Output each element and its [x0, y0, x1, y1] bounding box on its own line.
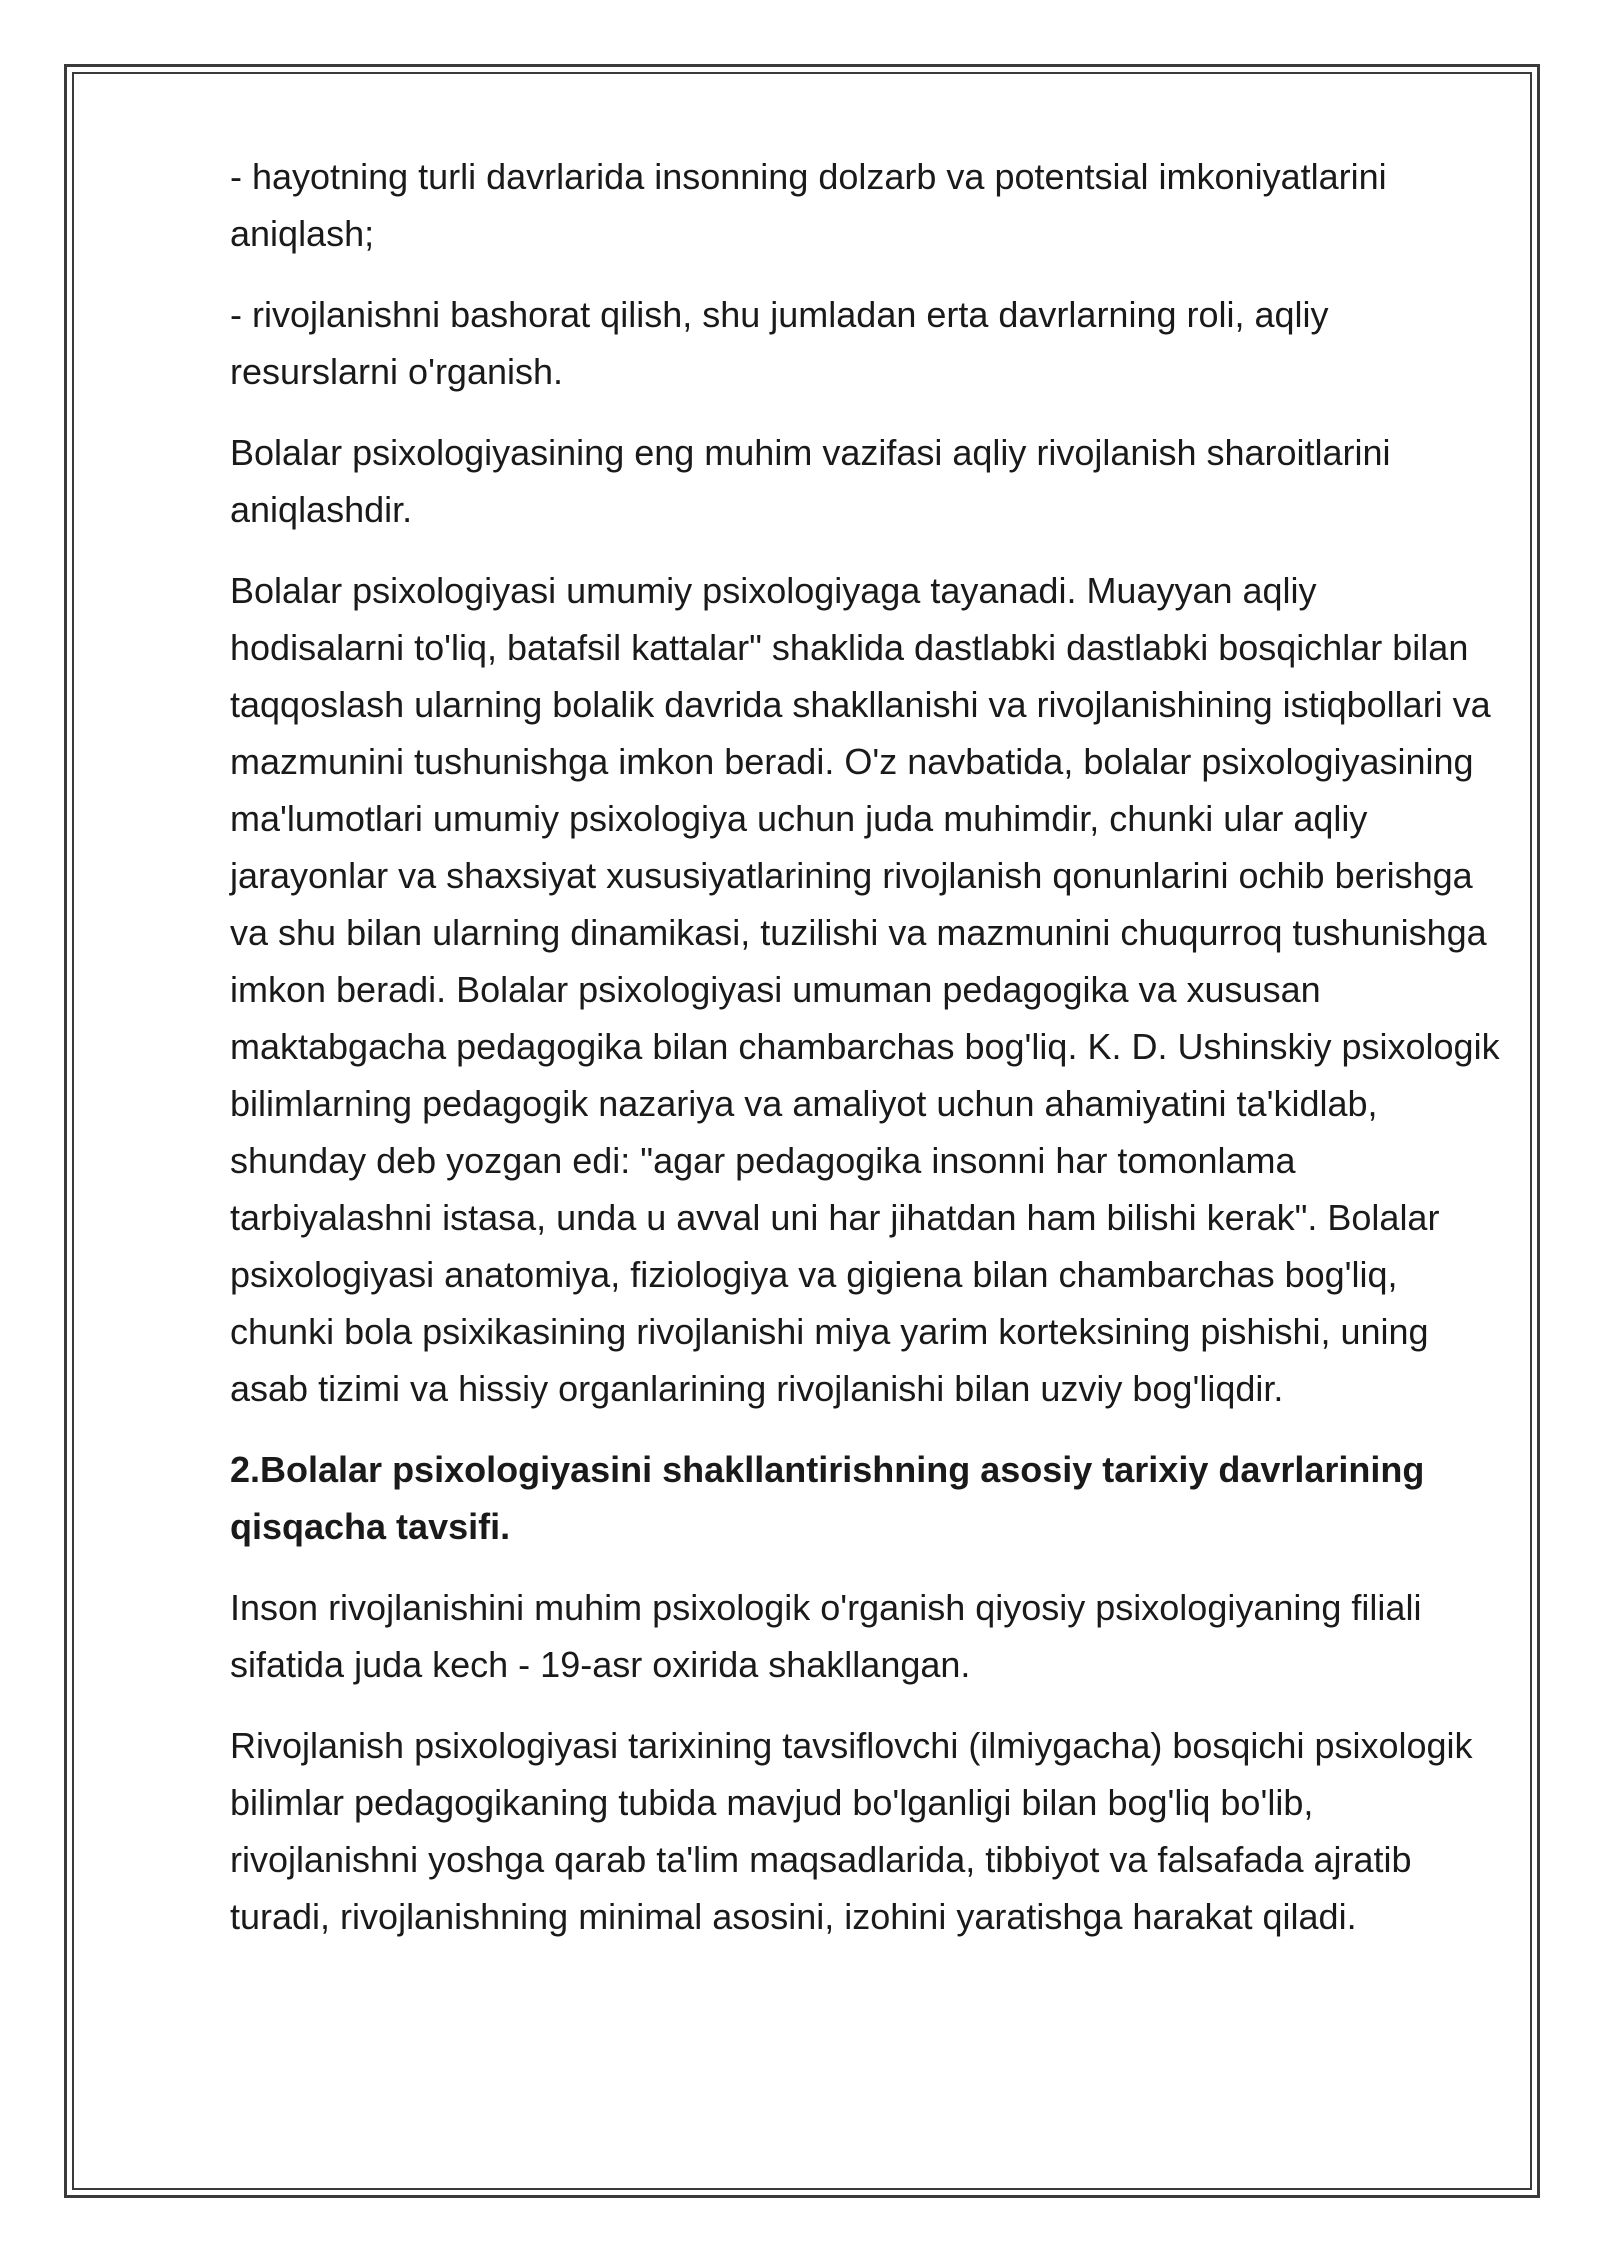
document-body	[230, 148, 1500, 1969]
paragraph-main-task: Bolalar psixologiyasining eng muhim vazifasi aqliy rivojlanish sharoitlarini aniqlashdir.	[230, 432, 1391, 530]
paragraph-descriptive-stage: Rivojlanish psixologiyasi tarixining tavsiflovchi (ilmiygacha) bosqichi psixologik bilimlar pedagogikaning tubida mavjud bo'lganligi bilan bog'liq bo'lib, rivojlanishni yoshga qarab ta'lim maqsadlarida, tibbiyot va falsafada ajratib turadi, rivojlanishning minimal asosini, izohini yaratishga harakat qiladi.	[230, 1725, 1473, 1937]
list-item-actual-potential: - hayotning turli davrlarida insonning dolzarb va potentsial imkoniyatlarini aniqlash;	[230, 156, 1387, 254]
paragraph-comparative-psychology: Inson rivojlanishini muhim psixologik o'rganish qiyosiy psixologiyaning filiali sifatida juda kech - 19-asr oxirida shakllangan.	[230, 1587, 1422, 1685]
section-heading: 2.Bolalar psixologiyasini shakllantirishning asosiy tarixiy davrlarining qisqacha tavsifi.	[230, 1449, 1425, 1547]
paragraph-general-psychology: Bolalar psixologiyasi umumiy psixologiyaga tayanadi. Muayyan aqliy hodisalarni to'liq, batafsil kattalar" shaklida dastlabki dastlabki bosqichlar bilan taqqoslash ularning bolalik davrida shakllanishi va rivojlanishining istiqbollari va mazmunini tushunishga imkon beradi. O'z navbatida, bolalar psixologiyasining ma'lumotlari umumiy psixologiya uchun juda muhimdir, chunki ular aqliy jarayonlar va shaxsiyat xususiyatlarining rivojlanish qonunlarini ochib berishga va shu bilan ularning dinamikasi, tuzilishi va mazmunini chuqurroq tushunishga imkon beradi. Bolalar psixologiyasi umuman pedagogika va xususan maktabgacha pedagogika bilan chambarchas bog'liq. K. D. Ushinskiy psixologik bilimlarning pedagogik nazariya va amaliyot uchun ahamiyatini ta'kidlab, shunday deb yozgan edi: "agar pedagogika insonni har tomonlama tarbiyalashni istasa, unda u avval uni har jihatdan ham bilishi kerak". Bolalar psixologiyasi anatomiya, fiziologiya va gigiena bilan chambarchas bog'liq, chunki bola psixikasining rivojlanishi miya yarim korteksining pishishi, uning asab tizimi va hissiy organlarining rivojlanishi bilan uzviy bog'liqdir.	[230, 570, 1500, 1409]
list-item-forecast-development: - rivojlanishni bashorat qilish, shu jumladan erta davrlarning roli, aqliy resurslarni o'rganish.	[230, 294, 1329, 392]
